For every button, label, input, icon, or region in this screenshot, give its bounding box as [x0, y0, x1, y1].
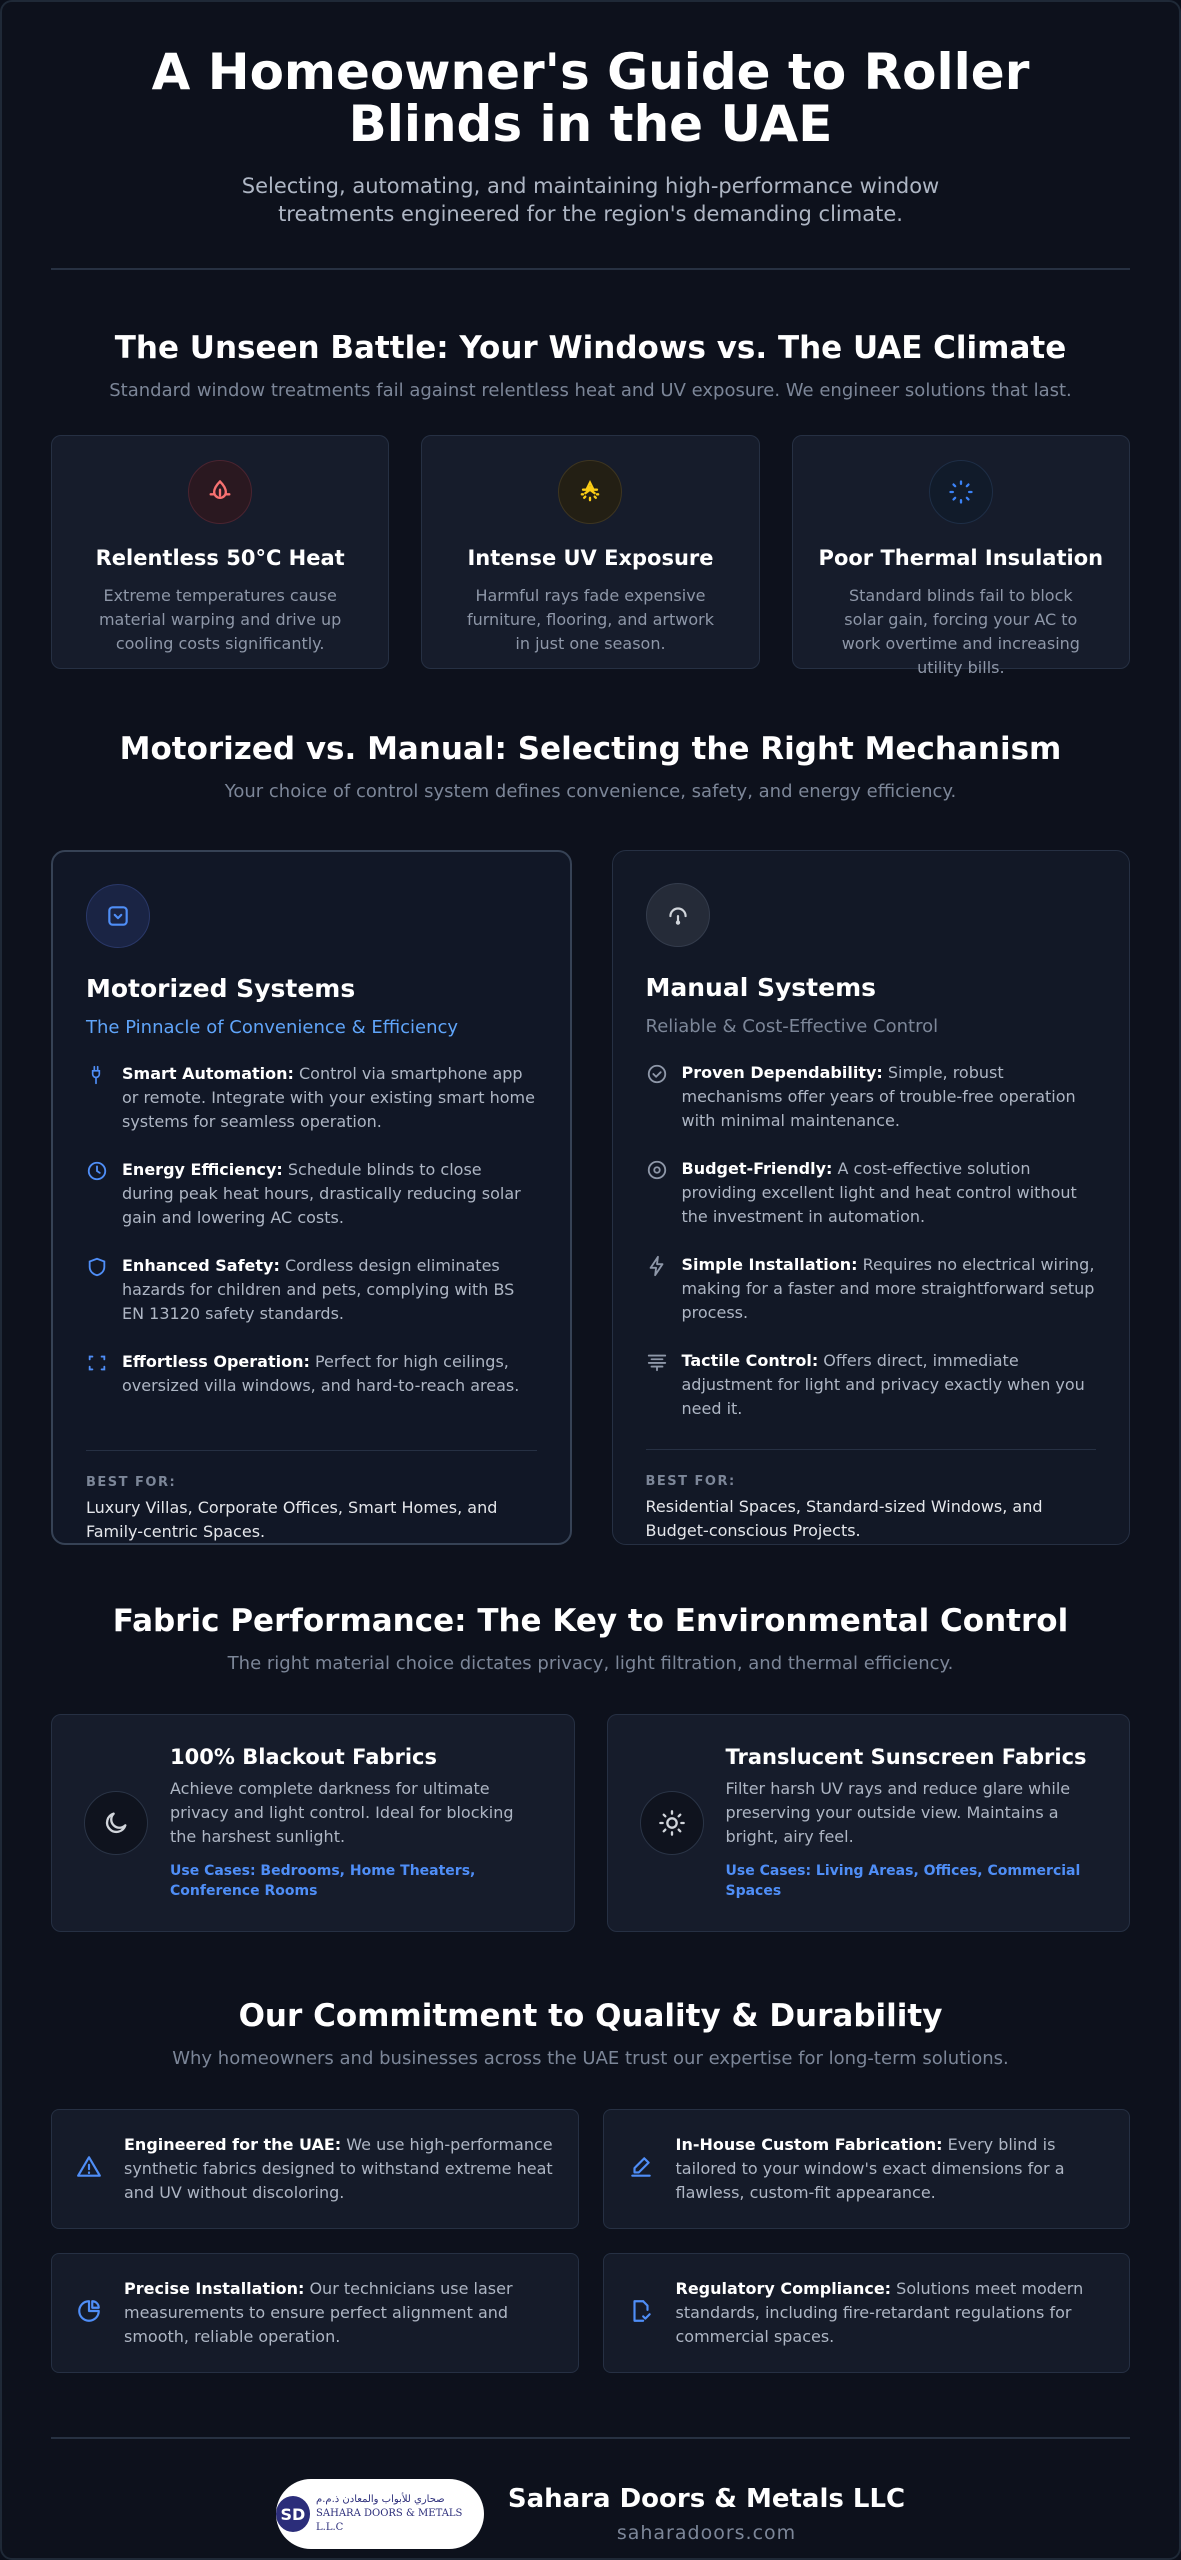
page-subtitle: Selecting, automating, and maintaining high-performance window treatments engineered for the region's demanding climate.: [241, 174, 940, 226]
feature-item: [646, 1157, 1097, 1229]
page-title: A Homeowner's Guide to Roller Blinds in the UAE: [151, 43, 1030, 153]
feature-item: [86, 1062, 537, 1134]
motorized-title: Motorized Systems: [86, 974, 356, 1003]
fabric-card-title: Translucent Sunscreen Fabrics: [725, 1745, 1087, 1769]
feature-item: [86, 1350, 537, 1398]
fabric-subtitle: The right material choice dictates privacy, light filtration, and thermal efficiency.: [227, 1653, 954, 1674]
best-for-label: BEST FOR:: [645, 1474, 736, 1489]
feature-text: Schedule blinds to close during peak heat hours, drastically reducing solar gain and lowering AC costs.: [122, 1160, 521, 1227]
climate-title: The Unseen Battle: Your Windows vs. The UAE Climate: [114, 330, 1067, 366]
climate-card-text: Extreme temperatures cause material warping and drive up cooling costs significantly.: [98, 586, 342, 653]
pen-icon: [628, 2154, 658, 2184]
climate-card-heat: [51, 435, 389, 669]
target-icon: [646, 1157, 668, 1229]
climate-card-title: Intense UV Exposure: [467, 546, 714, 570]
best-for: [646, 1449, 1097, 1543]
blinds-icon: [646, 1349, 668, 1421]
climate-card-title: Poor Thermal Insulation: [818, 546, 1104, 570]
logo-mark: SD: [276, 2496, 310, 2532]
plug-icon: [86, 1062, 108, 1134]
best-for-label: BEST FOR:: [86, 1475, 177, 1490]
fabric-card-uses: Use Cases: Living Areas, Offices, Commercial Spaces: [725, 1863, 1081, 1899]
footer: [51, 2479, 1130, 2549]
motorized-tagline: The Pinnacle of Convenience & Efficiency: [86, 1017, 459, 1038]
feature-label: Smart Automation:: [122, 1064, 294, 1083]
feature-label: Budget-Friendly:: [681, 1159, 833, 1178]
feature-text: Offers direct, immediate adjustment for light and privacy exactly when you need it.: [681, 1351, 1085, 1418]
motorized-card: [51, 850, 572, 1545]
quality-text: Solutions meet modern standards, including fire-retardant regulations for commercial spaces.: [675, 2279, 1084, 2346]
manual-card: [612, 850, 1131, 1545]
quality-item: [603, 2253, 1131, 2373]
feature-label: Energy Efficiency:: [122, 1160, 283, 1179]
best-for-value: Luxury Villas, Corporate Offices, Smart Homes, and Family-centric Spaces.: [86, 1498, 498, 1541]
mechanism-subtitle: Your choice of control system defines convenience, safety, and energy efficiency.: [224, 781, 957, 802]
company-logo: [276, 2479, 484, 2549]
feature-text: Control via smartphone app or remote. Integrate with your existing smart home systems for seamless operation.: [122, 1064, 535, 1131]
best-for-value: Residential Spaces, Standard-sized Windows, and Budget-conscious Projects.: [645, 1497, 1043, 1540]
warning-triangle-icon: [76, 2154, 106, 2184]
feature-label: Proven Dependability:: [681, 1063, 883, 1082]
thermal-icon: [929, 460, 993, 524]
manual-title: Manual Systems: [645, 973, 877, 1002]
hero: [51, 2, 1130, 228]
feature-item: [646, 1253, 1097, 1325]
quality-text: Every blind is tailored to your window's exact dimensions for a flawless, custom-fit appearance.: [675, 2135, 1065, 2202]
best-for: [86, 1450, 537, 1544]
fabric-section: [51, 1603, 1130, 1932]
climate-card-text: Harmful rays fade expensive furniture, flooring, and artwork in just one season.: [466, 586, 714, 653]
manual-tagline: Reliable & Cost-Effective Control: [645, 1016, 939, 1037]
sun-icon: [640, 1791, 704, 1855]
quality-item: [51, 2109, 579, 2229]
quality-item: [603, 2109, 1131, 2229]
company-name: Sahara Doors & Metals LLC: [507, 2484, 906, 2514]
divider: [51, 268, 1130, 270]
quality-text: Our technicians use laser measurements to ensure perfect alignment and smooth, reliable operation.: [124, 2279, 513, 2346]
quality-item: [51, 2253, 579, 2373]
quality-section: [51, 1998, 1130, 2373]
climate-card-thermal: [792, 435, 1130, 677]
quality-subtitle: Why homeowners and businesses across the UAE trust our expertise for long-term solutions.: [172, 2048, 1009, 2069]
fabric-card-text: Achieve complete darkness for ultimate privacy and light control. Ideal for blocking the harshest sunlight.: [170, 1779, 514, 1846]
climate-card-uv: [421, 435, 759, 669]
feature-item: [86, 1158, 537, 1230]
feature-item: [646, 1061, 1097, 1133]
quality-label: Engineered for the UAE:: [124, 2135, 342, 2154]
climate-card-text: Standard blinds fail to block solar gain, forcing your AC to work overtime and increasing utility bills.: [841, 586, 1080, 677]
fabric-card-title: 100% Blackout Fabrics: [170, 1745, 437, 1769]
moon-icon: [84, 1791, 148, 1855]
sun-uv-icon: [558, 460, 622, 524]
company-url[interactable]: saharadoors.com: [616, 2522, 797, 2544]
quality-label: In-House Custom Fabrication:: [675, 2135, 943, 2154]
remote-icon: [86, 884, 150, 948]
bolt-icon: [646, 1253, 668, 1325]
mechanism-title: Motorized vs. Manual: Selecting the Right Mechanism: [119, 731, 1062, 767]
feature-label: Simple Installation:: [681, 1255, 858, 1274]
fabric-card-uses: Use Cases: Bedrooms, Home Theaters, Conference Rooms: [170, 1863, 476, 1899]
feature-label: Enhanced Safety:: [122, 1256, 280, 1275]
gauge-icon: [646, 883, 710, 947]
heat-icon: [188, 460, 252, 524]
logo-arabic-text: صحاري للأبواب والمعادن ذ.م.م: [316, 2494, 445, 2505]
fabric-title: Fabric Performance: The Key to Environmental Control: [112, 1603, 1069, 1639]
shield-icon: [86, 1254, 108, 1326]
climate-card-title: Relentless 50°C Heat: [95, 546, 345, 570]
feature-label: Tactile Control:: [681, 1351, 819, 1370]
expand-icon: [86, 1350, 108, 1398]
feature-item: [86, 1254, 537, 1326]
quality-title: Our Commitment to Quality & Durability: [238, 1998, 943, 2034]
fabric-card-text: Filter harsh UV rays and reduce glare while preserving your outside view. Maintains a bright, airy feel.: [725, 1779, 1071, 1846]
feature-text: Requires no electrical wiring, making for a faster and more straightforward setup process.: [681, 1255, 1095, 1322]
feature-text: Simple, robust mechanisms offer years of trouble-free operation with minimal maintenance.: [681, 1063, 1076, 1130]
divider: [51, 2437, 1130, 2439]
feature-text: Cordless design eliminates hazards for children and pets, complying with BS EN 13120 safety standards.: [122, 1256, 515, 1323]
logo-english-text: SAHARA DOORS & METALS L.L.C: [316, 2508, 463, 2533]
feature-text: A cost-effective solution providing excellent light and heat control without the investment in automation.: [681, 1159, 1077, 1226]
check-circle-icon: [646, 1061, 668, 1133]
document-check-icon: [628, 2298, 658, 2328]
climate-section: [51, 330, 1130, 677]
feature-item: [646, 1349, 1097, 1421]
quality-label: Precise Installation:: [124, 2279, 305, 2298]
feature-label: Effortless Operation:: [122, 1352, 310, 1371]
quality-label: Regulatory Compliance:: [675, 2279, 892, 2298]
feature-text: Perfect for high ceilings, oversized villa windows, and hard-to-reach areas.: [122, 1352, 520, 1395]
clock-icon: [86, 1158, 108, 1230]
fabric-card-blackout: [51, 1714, 575, 1932]
mechanism-section: [51, 731, 1130, 1545]
climate-subtitle: Standard window treatments fail against relentless heat and UV exposure. We engineer solutions that last.: [109, 380, 1072, 401]
quality-text: We use high-performance synthetic fabrics designed to withstand extreme heat and UV without discoloring.: [124, 2135, 553, 2202]
pie-chart-icon: [76, 2298, 106, 2328]
fabric-card-sunscreen: [607, 1714, 1131, 1932]
